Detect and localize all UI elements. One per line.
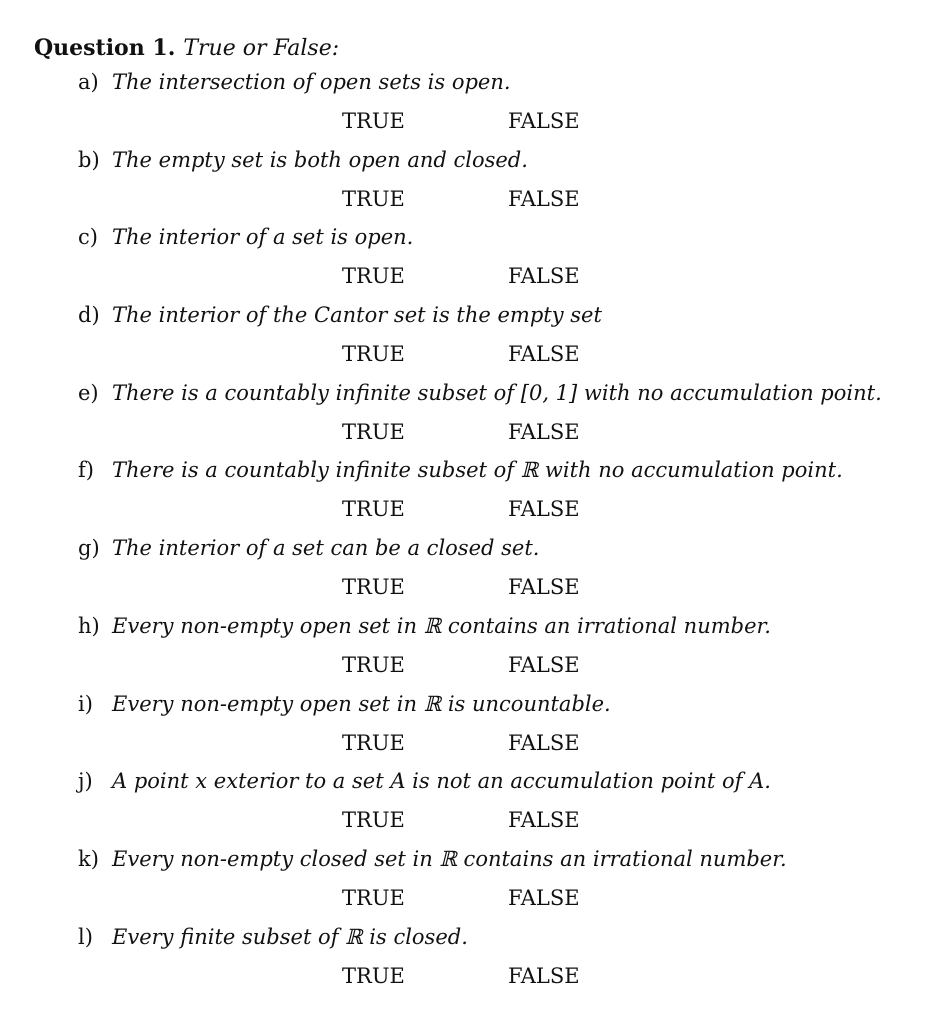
item-text: Every non-empty open set in ℝ contains an irrational number. bbox=[112, 613, 771, 638]
question-item-l bbox=[0, 922, 939, 1000]
question-statement bbox=[78, 922, 468, 952]
item-letter: i) bbox=[78, 691, 93, 716]
true-option[interactable]: TRUE bbox=[342, 808, 405, 833]
item-text: The interior of the Cantor set is the empty set bbox=[112, 303, 602, 328]
false-option[interactable]: FALSE bbox=[508, 342, 580, 367]
question-item-f bbox=[0, 455, 939, 533]
item-letter: a) bbox=[78, 70, 99, 94]
true-option[interactable]: TRUE bbox=[342, 885, 405, 910]
item-letter: h) bbox=[78, 613, 100, 638]
item-text: The empty set is both open and closed. bbox=[112, 147, 528, 172]
false-option[interactable]: FALSE bbox=[508, 963, 580, 988]
item-letter: k) bbox=[78, 846, 99, 871]
question-statement bbox=[78, 455, 843, 485]
false-option[interactable]: FALSE bbox=[508, 497, 580, 522]
item-letter: c) bbox=[78, 225, 98, 250]
question-item-b bbox=[0, 145, 939, 223]
answer-options bbox=[0, 261, 939, 291]
true-option[interactable]: TRUE bbox=[342, 186, 405, 211]
item-letter: f) bbox=[78, 458, 94, 483]
item-text: A point x exterior to a set A is not an accumulation point of A. bbox=[112, 769, 771, 794]
question-item-j bbox=[0, 766, 939, 844]
question-item-h bbox=[0, 611, 939, 689]
true-option[interactable]: TRUE bbox=[342, 652, 405, 677]
item-text: The intersection of open sets is open. bbox=[112, 70, 511, 94]
question-statement bbox=[78, 67, 511, 97]
answer-options bbox=[0, 106, 939, 136]
question-list bbox=[0, 67, 939, 999]
question-item-e bbox=[0, 378, 939, 456]
item-letter: l) bbox=[78, 924, 93, 949]
item-letter: b) bbox=[78, 147, 100, 172]
question-statement bbox=[78, 145, 528, 175]
question-statement bbox=[78, 844, 787, 874]
true-option[interactable]: TRUE bbox=[342, 342, 405, 367]
question-statement bbox=[78, 533, 539, 563]
item-text: Every non-empty open set in ℝ is uncountable. bbox=[112, 691, 611, 716]
question-heading bbox=[34, 34, 339, 63]
question-statement bbox=[78, 689, 611, 719]
answer-options bbox=[0, 961, 939, 991]
answer-options bbox=[0, 728, 939, 758]
item-text: Every finite subset of ℝ is closed. bbox=[112, 924, 468, 949]
item-text: There is a countably infinite subset of [0, 1] with no accumulation point. bbox=[112, 380, 882, 405]
question-statement bbox=[78, 300, 602, 330]
answer-options bbox=[0, 494, 939, 524]
true-option[interactable]: TRUE bbox=[342, 730, 405, 755]
answer-options bbox=[0, 650, 939, 680]
question-item-k bbox=[0, 844, 939, 922]
item-text: There is a countably infinite subset of ℝ with no accumulation point. bbox=[112, 458, 843, 483]
false-option[interactable]: FALSE bbox=[508, 264, 580, 289]
true-option[interactable]: TRUE bbox=[342, 963, 405, 988]
item-letter: e) bbox=[78, 380, 99, 405]
question-statement bbox=[78, 378, 882, 408]
item-letter: d) bbox=[78, 303, 100, 328]
question-statement bbox=[78, 222, 413, 252]
item-text: The interior of a set is open. bbox=[112, 225, 414, 250]
answer-options bbox=[0, 417, 939, 447]
true-option[interactable]: TRUE bbox=[342, 575, 405, 600]
question-item-d bbox=[0, 300, 939, 378]
false-option[interactable]: FALSE bbox=[508, 730, 580, 755]
question-item-g bbox=[0, 533, 939, 611]
answer-options bbox=[0, 339, 939, 369]
item-text: The interior of a set can be a closed set. bbox=[112, 536, 540, 561]
question-item-c bbox=[0, 222, 939, 300]
true-option[interactable]: TRUE bbox=[342, 109, 405, 133]
false-option[interactable]: FALSE bbox=[508, 652, 580, 677]
question-statement bbox=[78, 611, 771, 641]
answer-options bbox=[0, 184, 939, 214]
true-option[interactable]: TRUE bbox=[342, 419, 405, 444]
false-option[interactable]: FALSE bbox=[508, 186, 580, 211]
true-option[interactable]: TRUE bbox=[342, 497, 405, 522]
question-number: Question 1. bbox=[34, 35, 176, 61]
true-option[interactable]: TRUE bbox=[342, 264, 405, 289]
answer-options bbox=[0, 572, 939, 602]
item-text: Every non-empty closed set in ℝ contains an irrational number. bbox=[112, 846, 787, 871]
answer-options bbox=[0, 805, 939, 835]
false-option[interactable]: FALSE bbox=[508, 109, 580, 133]
item-letter: j) bbox=[78, 769, 93, 794]
false-option[interactable]: FALSE bbox=[508, 808, 580, 833]
question-prompt: True or False: bbox=[183, 36, 340, 61]
question-item-a bbox=[0, 67, 939, 145]
question-statement bbox=[78, 766, 771, 796]
item-letter: g) bbox=[78, 536, 100, 561]
false-option[interactable]: FALSE bbox=[508, 575, 580, 600]
false-option[interactable]: FALSE bbox=[508, 419, 580, 444]
false-option[interactable]: FALSE bbox=[508, 885, 580, 910]
answer-options bbox=[0, 883, 939, 913]
question-item-i bbox=[0, 689, 939, 767]
